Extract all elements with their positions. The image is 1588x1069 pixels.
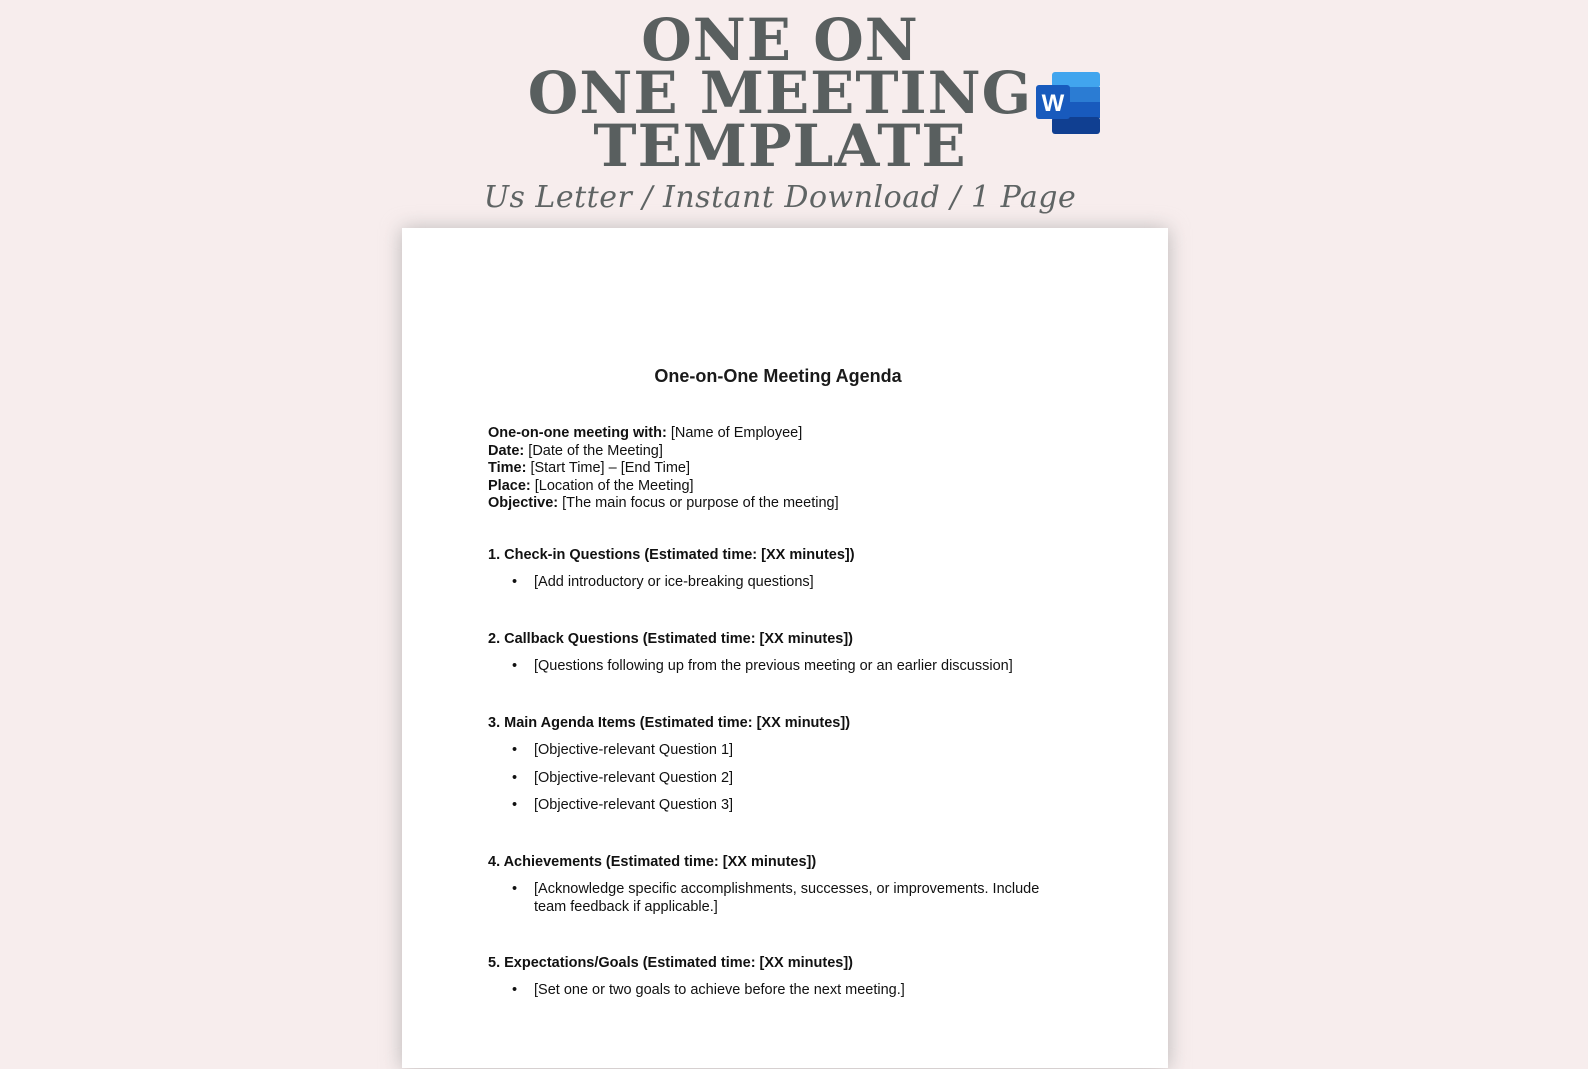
info-line [488,495,839,513]
info-label: Objective: [488,495,559,511]
bullet: • [512,797,518,813]
info-value: [The main focus or purpose of the meeting] [562,495,839,511]
agenda-section-callback [488,630,1108,676]
agenda-section-main-items [488,714,1108,815]
banner-title-line: ONE MEETING [527,59,1033,127]
list-item-text: [Objective-relevant Question 3] [534,797,734,813]
info-label: One-on-one meeting with: [488,425,667,441]
info-line [488,460,839,478]
info-label: Time: [488,460,527,476]
info-line [488,478,839,496]
list-item [488,574,1108,592]
info-line [488,443,839,461]
info-label: Date: [488,442,525,459]
list-item-text: [Acknowledge specific accomplishments, successes, or improvements. Include team feedback if applicable.] [534,881,1040,915]
info-value: [Name of Employee] [670,425,803,441]
info-value: [Date of the Meeting] [528,442,663,459]
list-item-text: [Questions following up from the previous meeting or an earlier discussion] [534,658,1013,674]
banner-subtitle: Us Letter / Instant Download / 1 Page [483,180,1077,215]
document-title: One-on-One Meeting Agenda [654,366,902,386]
bullet: • [512,881,518,897]
word-icon-letter: W [1041,90,1065,117]
word-icon [1036,72,1100,134]
list-item-text: [Objective-relevant Question 1] [534,742,734,758]
banner-title-line: ONE ON [641,6,919,74]
info-value: [Location of the Meeting] [534,477,694,494]
meeting-info [488,425,839,513]
list-item-text: [Set one or two goals to achieve before the next meeting.] [534,982,905,998]
list-item [488,742,1108,760]
bullet: • [512,742,518,758]
document-page [402,228,1168,1068]
info-value: [Start Time] – [End Time] [530,460,691,476]
list-item [488,770,1108,788]
info-label: Place: [488,477,531,494]
list-item [488,982,1108,1000]
list-item [488,881,1074,916]
bullet: • [512,769,518,786]
section-heading: 4. Achievements (Estimated time: [XX minutes]) [488,854,817,870]
section-heading: 3. Main Agenda Items (Estimated time: [XX minutes]) [488,715,851,731]
section-heading: 1. Check-in Questions (Estimated time: [XX minutes]) [488,547,855,563]
list-item [488,658,1108,676]
agenda-section-goals [488,954,1108,1000]
section-heading: 2. Callback Questions (Estimated time: [XX minutes]) [488,631,853,647]
list-item [488,797,1108,815]
bullet: • [512,982,518,998]
section-heading: 5. Expectations/Goals (Estimated time: [XX minutes]) [488,955,853,971]
bullet: • [512,574,518,590]
list-item-text: [Add introductory or ice-breaking questions] [534,574,814,590]
bullet: • [512,658,518,674]
banner-title [0,6,1560,180]
agenda-section-achievements [488,853,1108,916]
agenda-section-checkin [488,546,1108,592]
list-item-text: [Objective-relevant Question 2] [534,769,734,786]
info-line [488,425,839,443]
banner-title-line: TEMPLATE [593,112,967,180]
